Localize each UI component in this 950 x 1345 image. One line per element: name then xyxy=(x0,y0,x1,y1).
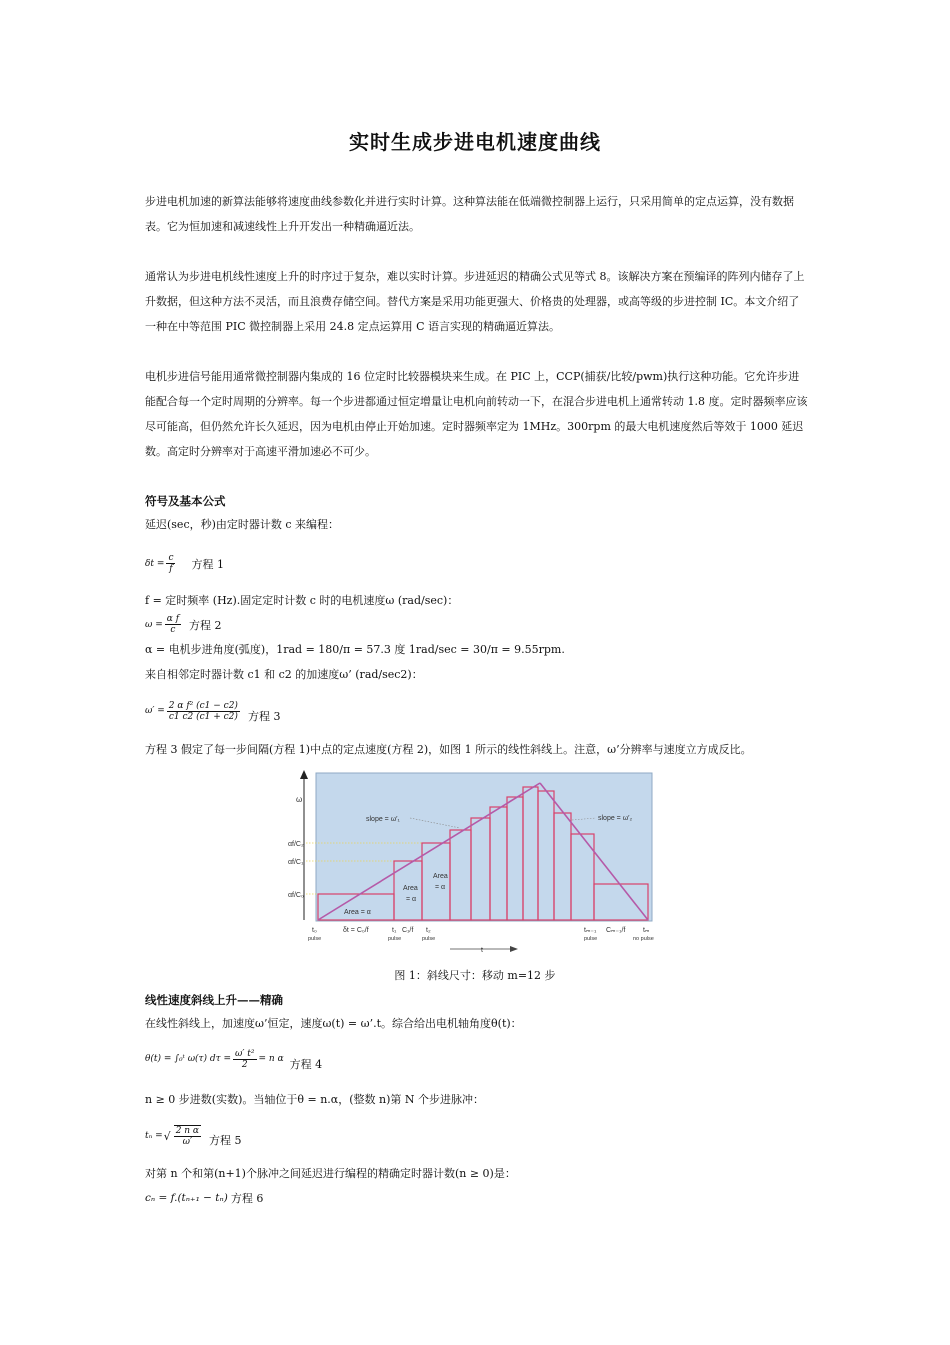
linear-ramp-intro: 在线性斜线上，加速度ω’恒定，速度ω(t) = ω’.t。综合给出电机轴角度θ(t)： xyxy=(145,1017,522,1030)
eq5-label: 方程 5 xyxy=(209,1134,242,1147)
plot-background xyxy=(316,773,652,921)
eq1-label: 方程 1 xyxy=(191,557,224,571)
equation-1 xyxy=(145,553,224,574)
def-f: f = 定时频率 (Hz).固定定时计数 c 时的电机速度ω (rad/sec)： xyxy=(145,594,459,607)
eq5-denominator: ω′ xyxy=(182,1137,193,1147)
eq2-numerator: α f xyxy=(166,614,180,624)
eq2-label: 方程 2 xyxy=(189,618,222,632)
figure-caption: 图 1：斜线尺寸：移动 m=12 步 xyxy=(394,969,556,982)
n-definition: n ≥ 0 步进数(实数)。当轴位于θ = n.α，(整数 n)第 N 个步进脉冲： xyxy=(145,1093,484,1106)
eq4-tail: = n α xyxy=(258,1054,284,1064)
eq2-fraction xyxy=(165,614,181,635)
eq3-note: 方程 3 假定了每一步间隔(方程 1)中点的定点速度(方程 2)，如图 1 所示的线性斜线上。注意，ω’分辨率与速度立方成反比。 xyxy=(145,743,752,756)
eq3-denominator: c1 c2 (c1 + c2) xyxy=(168,711,238,722)
eq1-lhs: δt = xyxy=(145,558,165,569)
eq4-denominator: 2 xyxy=(241,1059,248,1070)
eq4-numerator: ω′ t² xyxy=(235,1048,255,1059)
slope1-label: slope = ω′₁ xyxy=(366,816,400,823)
slope2-label: slope = ω′₂ xyxy=(598,815,633,822)
page-title: 实时生成步进电机速度曲线 xyxy=(349,130,601,154)
eq4-expr: θ(t) = ∫₀ᵗ ω(τ) dτ = xyxy=(145,1054,232,1064)
x-label-t0-sub: pulse xyxy=(308,936,322,942)
eq2-lhs: ω = xyxy=(145,619,163,630)
x-label-c1f: C₁/f xyxy=(402,927,414,934)
eq3-lhs: ω′ = xyxy=(145,706,165,716)
eq2-formula xyxy=(145,614,183,635)
area-label-2: Area xyxy=(433,873,448,880)
x-label-tm1-sub: pulse xyxy=(584,936,598,942)
time-arrow-label: t xyxy=(481,947,483,954)
eq3-numerator: 2 α f² (c1 − c2) xyxy=(168,700,238,711)
eq4-label: 方程 4 xyxy=(289,1058,323,1071)
area-label-2b: = α xyxy=(435,884,446,891)
section-heading-linear-ramp: 线性速度斜线上升——精确 xyxy=(145,993,283,1007)
paragraph-problem: 通常认为步进电机线性速度上升的时序过于复杂，难以实时计算。步进延迟的精确公式见等式 8。该解决方案在预编译的阵列内储存了上升数据，但这种方法不灵活，而且浪费存储空间。替代方案是采用功能更强大、价格贵的处理器，或高等级的步进控制 IC。本文介绍了一种在中等范围 PIC 微控制器上采用 24.8 定点运算用 C 语言实现的精确逼近算法。 xyxy=(145,270,805,333)
x-label-t1-sub: pulse xyxy=(388,936,402,942)
eq1-numerator: c xyxy=(168,553,174,563)
area-label-1: Area xyxy=(403,885,418,892)
accel-intro: 来自相邻定时器计数 c1 和 c2 的加速度ω’ (rad/sec2)： xyxy=(145,668,423,681)
delay-intro: 延迟(sec，秒)由定时器计数 c 来编程： xyxy=(145,518,340,531)
x-label-tm: tₘ xyxy=(643,927,650,934)
paragraph-timer: 电机步进信号能用通常微控制器内集成的 16 位定时比较器模块来生成。在 PIC 上，CCP(捕获/比较/pwm)执行这种功能。它允许步进能配合每一个定时周期的分辨率。每一个步进都通过恒定增量让电机向前转动一下，在混合步进电机上通常转动 1.8 度。定时器频率应该尽可能高，但仍然允许长久延迟，因为电机由停止开始加速。定时器频率定为 1MHz。300rpm 的最大电机速度然后等效于 1000 延迟数。高定时分辨率对于高速平滑加速必不可少。 xyxy=(145,370,808,458)
equation-5 xyxy=(145,1124,242,1148)
section-heading-symbols: 符号及基本公式 xyxy=(145,494,226,508)
eq1-denominator: f xyxy=(169,564,173,574)
y-tick-c0: αf/C₀ xyxy=(288,892,304,899)
eq6-formula: cₙ = f.(tₙ₊₁ − tₙ) xyxy=(145,1192,228,1204)
eq5-numerator: 2 n α xyxy=(175,1126,200,1136)
figure-1-speed-ramp xyxy=(282,768,662,960)
eq6-label: 方程 6 xyxy=(230,1192,264,1205)
x-label-tm1: tₘ₋₁ xyxy=(584,927,597,934)
equation-6 xyxy=(145,1190,263,1206)
eq1-fraction xyxy=(166,553,175,574)
eq5-lhs: tₙ = xyxy=(145,1131,163,1141)
eq4-fraction xyxy=(233,1049,256,1070)
eq5-formula xyxy=(145,1125,203,1147)
eq3-label: 方程 3 xyxy=(247,710,281,723)
equation-2 xyxy=(145,614,222,635)
y-tick-c1: αf/C₁ xyxy=(288,859,304,866)
sqrt-icon: √ xyxy=(163,1129,171,1143)
area-label-0: Area = α xyxy=(344,909,371,916)
eq3-fraction xyxy=(167,701,240,722)
eq1-formula xyxy=(145,553,177,574)
def-alpha: α = 电机步进角度(弧度)，1rad = 180/π = 57.3 度 1rad/sec = 30/π = 9.55rpm. xyxy=(145,643,565,656)
y-tick-c2: αf/C₂ xyxy=(288,841,304,848)
y-axis-arrow xyxy=(300,770,308,779)
x-label-t2-sub: pulse xyxy=(422,936,436,942)
paragraph-intro: 步进电机加速的新算法能够将速度曲线参数化并进行实时计算。这种算法能在低端微控制器上运行，只采用简单的定点运算，没有数据表。它为恒加速和减速线性上升开发出一种精确逼近法。 xyxy=(145,195,794,233)
x-label-t1: t₁ xyxy=(392,927,397,934)
equation-3 xyxy=(145,698,280,724)
time-arrow-head xyxy=(510,946,518,952)
eq2-denominator: c xyxy=(170,625,176,635)
area-label-1b: = α xyxy=(406,896,417,903)
x-label-t0: t₀ xyxy=(312,927,317,934)
x-label-cm1f: Cₘ₋₁/f xyxy=(606,927,626,934)
eq4-formula xyxy=(145,1049,284,1070)
x-label-tm-sub: no pulse xyxy=(633,936,654,942)
timer-count-intro: 对第 n 个和第(n+1)个脉冲之间延迟进行编程的精确定时器计数(n ≥ 0)是： xyxy=(145,1167,516,1180)
y-axis-label: ω xyxy=(296,795,303,804)
x-label-dt: δt = C₀/f xyxy=(343,927,369,934)
equation-4 xyxy=(145,1046,322,1072)
x-label-t2: t₂ xyxy=(426,927,431,934)
eq5-fraction xyxy=(174,1125,201,1147)
eq3-formula xyxy=(145,701,242,722)
